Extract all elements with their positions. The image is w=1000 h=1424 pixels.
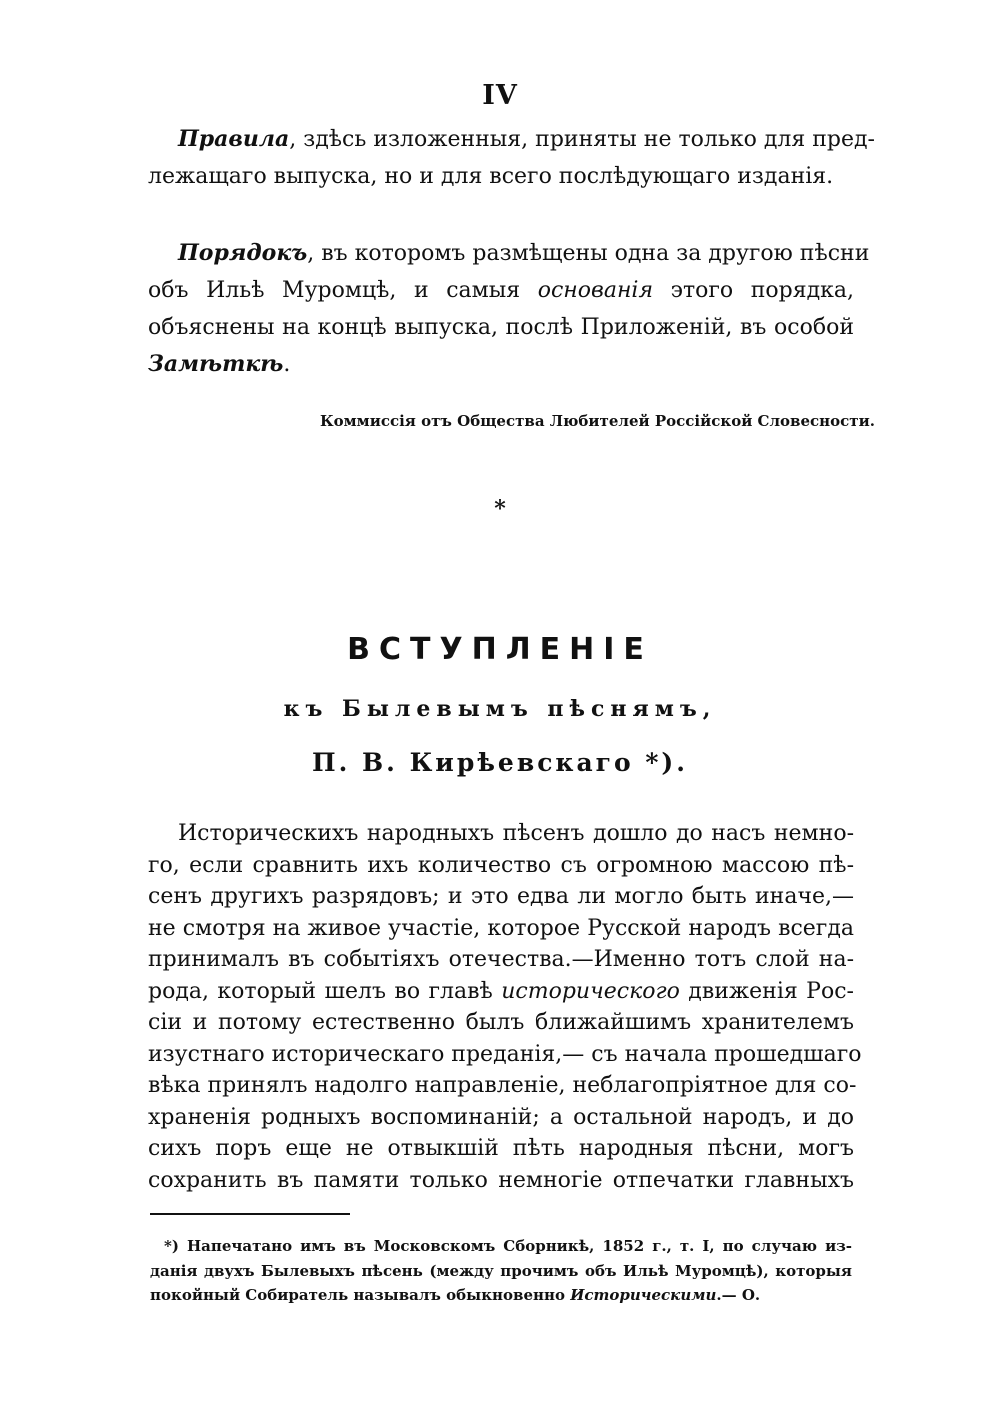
footnote-line: данія двухъ Былевыхъ пѣсень (между прочимъ объ Ильѣ Муромцѣ), которыя	[150, 1261, 852, 1280]
italic-term: Историческими	[570, 1286, 717, 1304]
text-line: вѣка принялъ надолго направленіе, неблагопріятное для со-	[148, 1073, 857, 1098]
footnote-line: *) Напечатано имъ въ Московскомъ Сборникѣ, 1852 г., т. I, по случаю из-	[164, 1237, 852, 1255]
italic-term: основанія	[537, 278, 654, 303]
text-line: сенъ другихъ разрядовъ; и это едва ли могло быть иначе,—	[148, 884, 854, 909]
text-run: покойный Собиратель называлъ обыкновенно	[150, 1286, 571, 1304]
text-line: лежащаго выпуска, но и для всего послѣдующаго изданія.	[148, 164, 834, 189]
section-title: ВСТУПЛЕНІЕ	[347, 632, 653, 667]
text-line: го, если сравнить ихъ количество съ огромною массою пѣ-	[148, 852, 854, 878]
text-line: Историческихъ народныхъ пѣсенъ дошло до насъ немно-	[178, 821, 854, 846]
text-run: .	[283, 352, 291, 377]
text-line	[148, 272, 854, 309]
footnote-divider	[150, 1213, 350, 1215]
text-run: движенія Рос-	[679, 978, 854, 1004]
text-run: этого порядка,	[653, 278, 854, 303]
text-line: сихъ поръ еще не отвыкшій пѣть народныя пѣсни, могъ	[148, 1136, 854, 1161]
text-run: рода, который шелъ во главѣ	[148, 978, 502, 1004]
preface-paragraph-rules	[148, 121, 875, 195]
text-line	[148, 235, 870, 272]
text-line	[148, 121, 875, 158]
text-run: , здѣсь изложенныя, приняты не только для пред-	[289, 127, 875, 152]
text-line: храненія родныхъ воспоминаній; а остальной народъ, и до	[148, 1104, 854, 1130]
preface-paragraph-order	[148, 235, 870, 383]
text-run: объ Ильѣ Муромцѣ, и самыя	[148, 278, 538, 303]
page-number: IV	[482, 80, 518, 111]
text-run: , въ которомъ размѣщены одна за другою пѣсни	[307, 241, 870, 266]
text-line: не смотря на живое участіе, которое Русской народъ всегда	[148, 915, 854, 941]
text-run: .— О.	[716, 1286, 761, 1304]
commission-signature: Коммиссія отъ Общества Любителей Россійской Словесности.	[320, 412, 875, 430]
body-paragraph	[148, 818, 862, 1196]
footnote	[150, 1234, 852, 1308]
italic-term: Правила	[178, 126, 290, 152]
footnote-line	[150, 1283, 852, 1308]
text-line	[148, 346, 854, 383]
text-line: сіи и потому естественно былъ ближайшимъ хранителемъ	[148, 1010, 854, 1035]
italic-term: Порядокъ	[178, 240, 308, 266]
text-line: сохранить въ памяти только немногіе отпечатки главныхъ	[148, 1167, 854, 1193]
text-line: изустнаго историческаго преданія,— съ начала прошедшаго	[148, 1041, 862, 1067]
section-asterism: *	[494, 496, 506, 522]
section-subtitle: къ Былевымъ пѣснямъ,	[283, 696, 717, 722]
text-line	[148, 976, 854, 1008]
italic-term: Замѣткѣ	[148, 351, 284, 377]
italic-term: исторического	[501, 978, 680, 1004]
section-author: П. В. Кирѣевскаго *).	[312, 748, 688, 777]
text-line: принималъ въ событіяхъ отечества.—Именно тотъ слой на-	[148, 947, 854, 972]
text-line: объяснены на концѣ выпуска, послѣ Приложеній, въ особой	[148, 315, 854, 340]
